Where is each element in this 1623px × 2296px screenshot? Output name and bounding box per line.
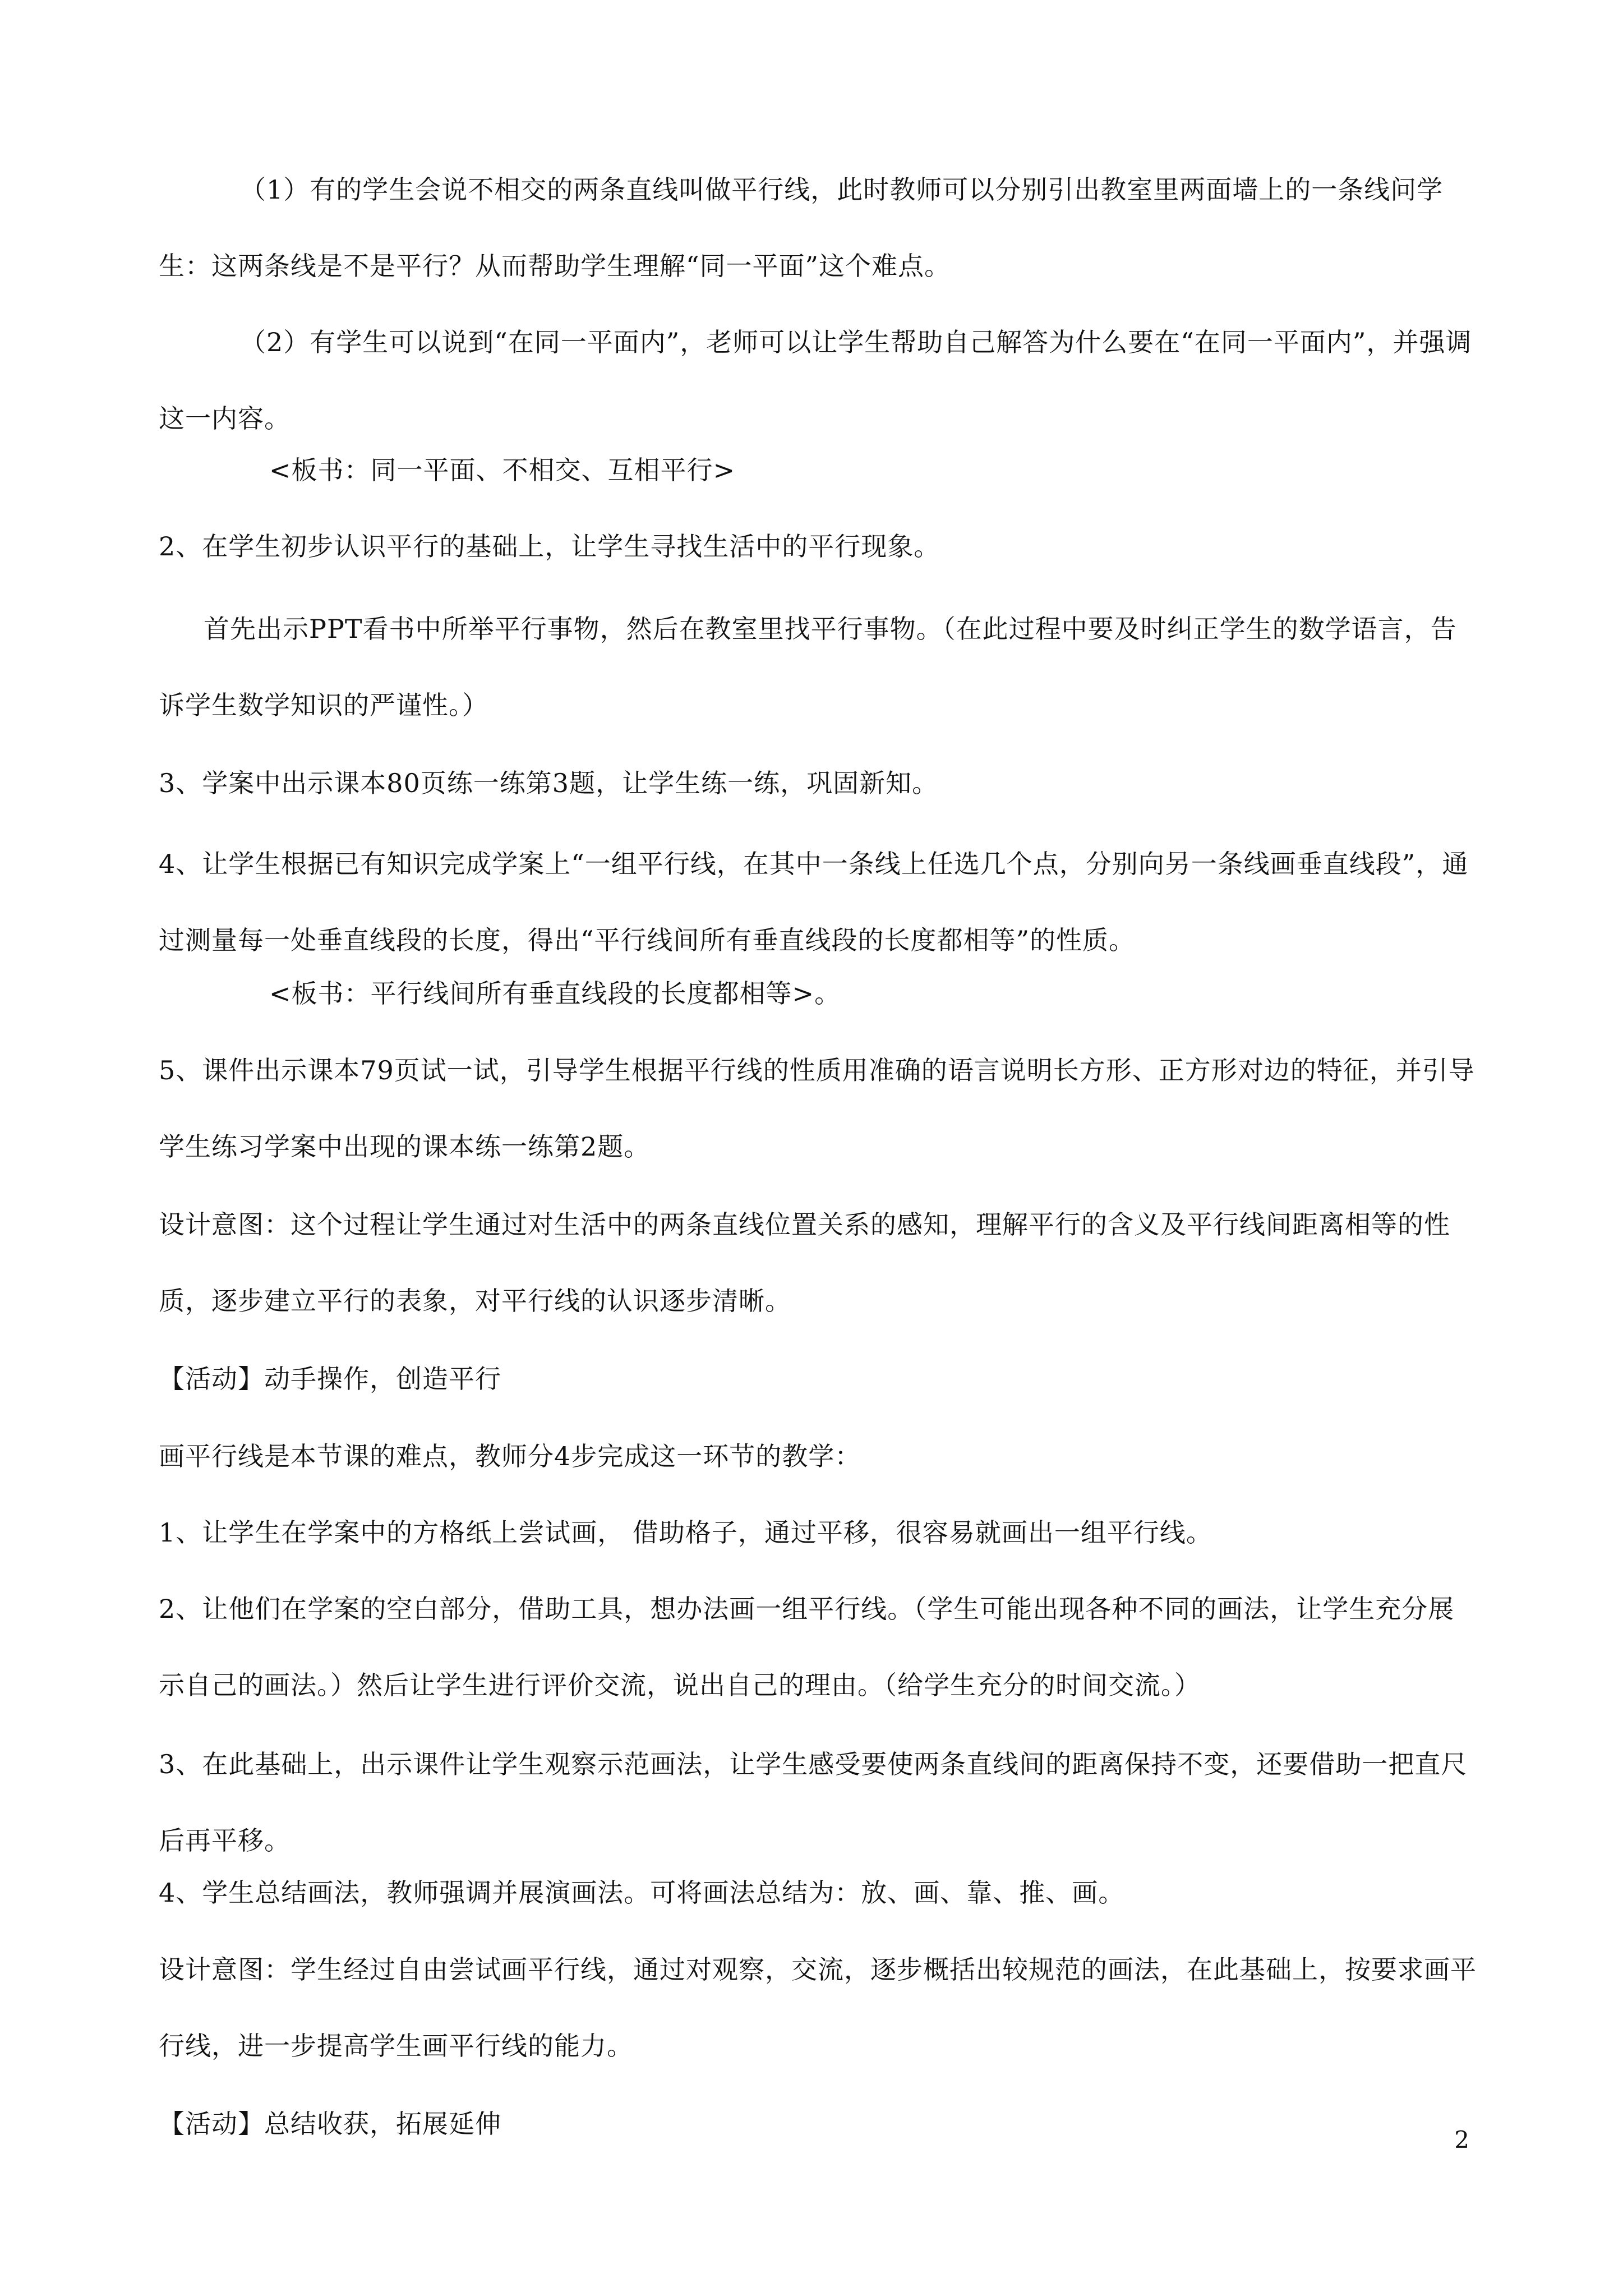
page-number: 2: [1454, 2126, 1469, 2154]
paragraph-step-2: 2、在学生初步认识平行的基础上，让学生寻找生活中的平行现象。: [159, 531, 940, 562]
paragraph-draw-step-1: 1、让学生在学案中的方格纸上尝试画， 借助格子，通过平移，很容易就画出一组平行线。: [159, 1517, 1212, 1548]
paragraph-design-intent-1: 设计意图：这个过程让学生通过对生活中的两条直线位置关系的感知，理解平行的含义及平行线间距离相等的性质，逐步建立平行的表象，对平行线的认识逐步清晰。: [159, 1209, 1450, 1316]
heading-activity-summary: 【活动】总结收获，拓展延伸: [159, 2109, 501, 2139]
paragraph-step-5: 5、课件出示课本79页试一试，引导学生根据平行线的性质用准确的语言说明长方形、正方形对边的特征，并引导学生练习学案中出现的课本练一练第2题。: [159, 1055, 1475, 1162]
paragraph-drawing-intro: 画平行线是本节课的难点，教师分4步完成这一环节的教学：: [159, 1441, 861, 1471]
paragraph-draw-step-2: 2、让他们在学案的空白部分，借助工具，想办法画一组平行线。（学生可能出现各种不同的画法，让学生充分展示自己的画法。）然后让学生进行评价交流，说出自己的理由。（给学生充分的时间交流。）: [159, 1594, 1455, 1700]
paragraph-student-answer-1: （1）有的学生会说不相交的两条直线叫做平行线，此时教师可以分别引出教室里两面墙上的一条线问学生：这两条线是不是平行？从而帮助学生理解“同一平面”这个难点。: [159, 174, 1444, 281]
paragraph-design-intent-2: 设计意图：学生经过自由尝试画平行线，通过对观察，交流，逐步概括出较规范的画法，在此基础上，按要求画平行线，进一步提高学生画平行线的能力。: [159, 1954, 1477, 2061]
heading-activity-create-parallel: 【活动】动手操作，创造平行: [159, 1364, 501, 1394]
paragraph-draw-step-3: 3、在此基础上，出示课件让学生观察示范画法，让学生感受要使两条直线间的距离保持不变，还要借助一把直尺后再平移。: [159, 1749, 1468, 1856]
paragraph-ppt-examples: 首先出示PPT看书中所举平行事物，然后在教室里找平行事物。（在此过程中要及时纠正学生的数学语言，告诉学生数学知识的严谨性。）: [159, 614, 1457, 720]
paragraph-step-4: 4、让学生根据已有知识完成学案上“一组平行线，在其中一条线上任选几个点，分别向另一条线画垂直线段”，通过测量每一处垂直线段的长度，得出“平行线间所有垂直线段的长度都相等”的性质。: [159, 849, 1469, 955]
board-note-1: <板书：同一平面、不相交、互相平行>: [269, 455, 736, 485]
board-note-2: <板书：平行线间所有垂直线段的长度都相等>。: [269, 978, 841, 1009]
paragraph-draw-step-4: 4、学生总结画法，教师强调并展演画法。可将画法总结为：放、画、靠、推、画。: [159, 1878, 1125, 1908]
paragraph-step-3: 3、学案中出示课本80页练一练第3题，让学生练一练，巩固新知。: [159, 768, 939, 798]
paragraph-student-answer-2: （2）有学生可以说到“在同一平面内”，老师可以让学生帮助自己解答为什么要在“在同一平面内”，并强调这一内容。: [159, 327, 1472, 434]
